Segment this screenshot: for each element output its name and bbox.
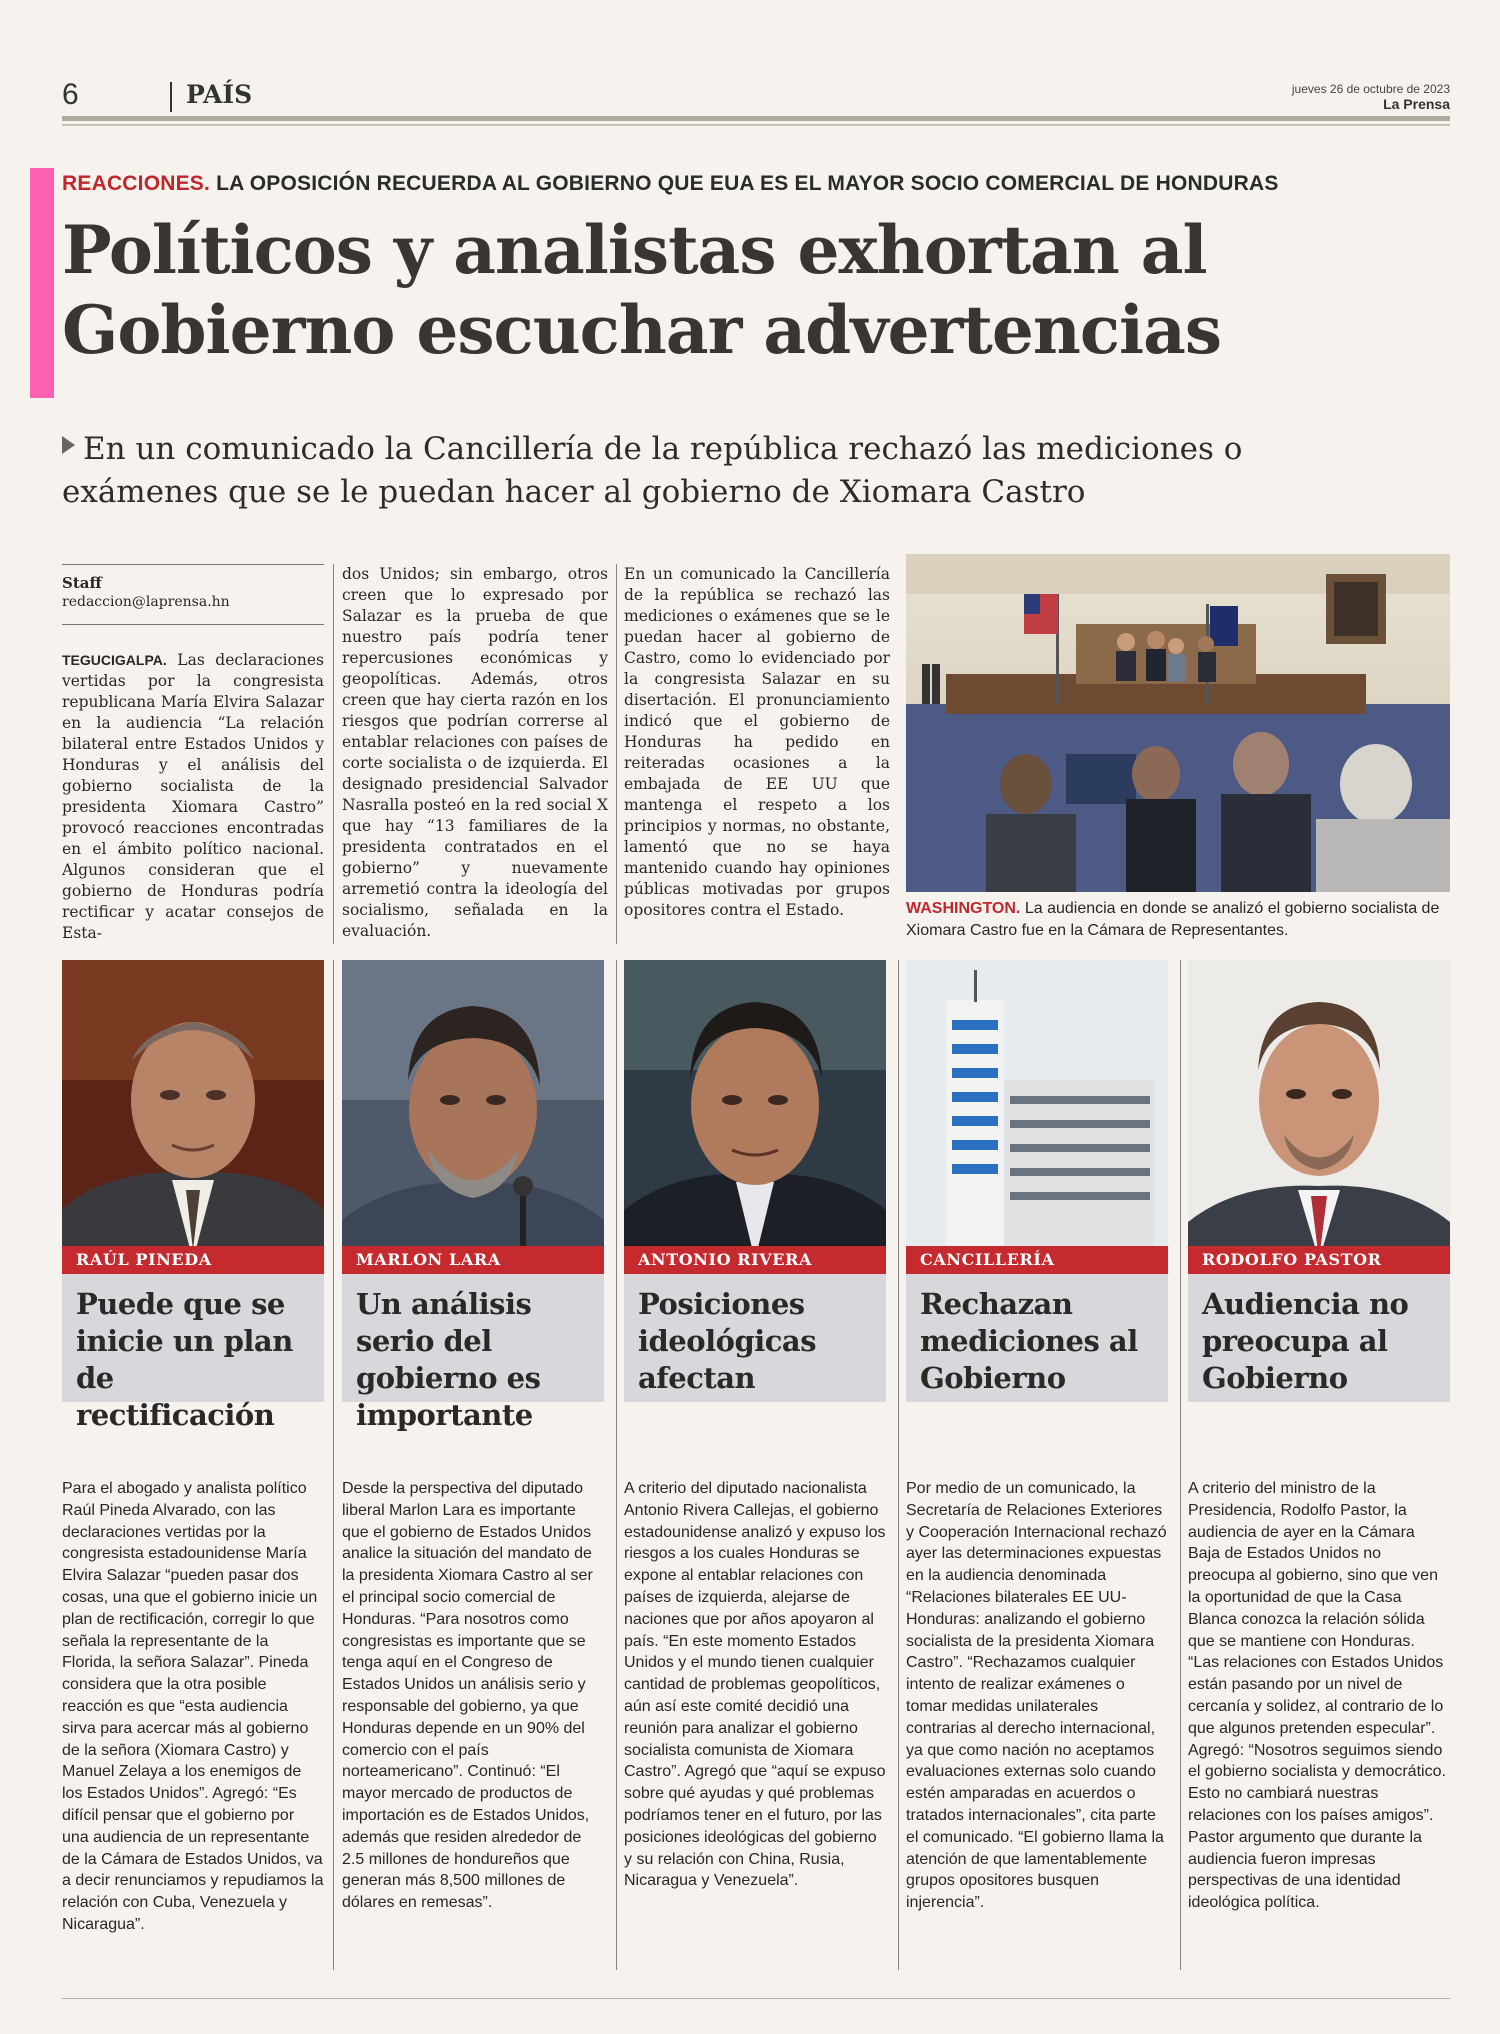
hearing-photo	[906, 554, 1450, 892]
kicker-text: LA OPOSICIÓN RECUERDA AL GOBIERNO QUE EUA ES EL MAYOR SOCIO COMERCIAL DE HONDURAS	[216, 172, 1279, 195]
caption-text: La audiencia en donde se analizó el gobierno socialista de Xiomara Castro fue en la Cámara de Representantes.	[906, 900, 1440, 939]
profile-name: RODOLFO PASTOR	[1188, 1246, 1450, 1274]
profile-headline: Puede que se inicie un plan de rectificación	[62, 1274, 324, 1402]
profile-text: A criterio del ministro de la Presidencia, Rodolfo Pastor, la audiencia de ayer en la Cámara Baja de Estados Unidos no preocupa al gobierno, sino que ven la oportunidad de que la Casa Blanca conozca la relación sólida que se mantiene con Honduras. “Las relaciones con Estados Unidos están pasando por un nivel de cercanía y solidez, al contrario de lo que algunos pretenden especular”. Agregó: “Nosotros seguimos siendo el gobierno socialista y democrático. Esto no cambiará nuestras relaciones con los países amigos”. Pastor argumento que durante la audiencia fueron impresas perspectivas de una identidad ideológica política.	[1188, 1480, 1446, 1912]
byline-email: redaccion@laprensa.hn	[62, 594, 230, 610]
profile-name: RAÚL PINEDA	[62, 1246, 324, 1274]
deck-line-1: En un comunicado la Cancillería de la república rechazó las mediciones o	[83, 431, 1243, 467]
portrait-photo	[342, 960, 604, 1294]
profile-name: CANCILLERÍA	[906, 1246, 1168, 1274]
profile-headline: Posiciones ideológicas afectan	[624, 1274, 886, 1402]
byline-rule	[62, 564, 324, 565]
column-divider	[333, 564, 334, 944]
headline-line-1: Políticos y analistas exhortan al	[62, 211, 1207, 289]
profile-headline: Rechazan mediciones al Gobierno	[906, 1274, 1168, 1402]
profile-headline: Audiencia no preocupa al Gobierno	[1188, 1274, 1450, 1402]
article-column-3: En un comunicado la Cancillería de la república se rechazó las mediciones o exámenes que se le puedan hacer al gobierno de Castro, como lo evidenciado por la congresista Salazar en su disertación. El pronunciamiento indicó que el gobierno de Honduras ha pedido en reiteradas ocasiones a la embajada de EE UU que mantenga el respeto a los principios y normas, no obstante, lamentó que no se haya mantenido cuando hay opiniones públicas motivadas por grupos opositores contra el Estado.	[624, 565, 890, 919]
issue-date: jueves 26 de octubre de 2023	[1291, 82, 1450, 96]
deck-line-2: exámenes que se le puedan hacer al gobierno de Xiomara Castro	[62, 474, 1086, 510]
page-number: 6	[62, 78, 79, 111]
column-divider	[1180, 960, 1181, 1970]
newspaper-name: La Prensa	[1383, 96, 1450, 112]
profile-text: Para el abogado y analista político Raúl Pineda Alvarado, con las declaraciones vertidas por la congresista estadounidense María Elvira Salazar “pueden pasar dos cosas, una que el gobierno inicie un plan de rectificación, corregir lo que señala la representante de la Florida, la señora Salazar”. Pineda considera que la otra posible reacción es que “esta audiencia sirva para acercar más al gobierno de la señora (Xiomara Castro) y Manuel Zelaya a los enemigos de los Estados Unidos”. Agregó: “Es difícil pensar que el gobierno por una audiencia de un representante de la Cámara de Estados Unidos, va a decir renunciamos y repudiamos la relación con Cuba, Venezuela y Nicaragua”.	[62, 1480, 324, 1933]
column-divider	[333, 960, 334, 1970]
kicker	[62, 172, 1279, 196]
portrait-photo	[62, 960, 324, 1294]
article-column-2: dos Unidos; sin embargo, otros creen que lo expresado por Salazar es la prueba de que nuestro país podría tener repercusiones económicas y geopolíticas. Además, otros creen que hay cierta razón en los riesgos que podrían correrse al entablar relaciones con países de corte socialista o de izquierda. El designado presidencial Salvador Nasralla posteó en la red social X que hay “13 familiares de la presidenta contratados en el gobierno” y nuevamente arremetió contra la ideología del socialismo, señalada en la evaluación.	[342, 565, 608, 940]
page-header	[62, 78, 1450, 112]
portrait-photo	[624, 960, 886, 1294]
deck	[62, 428, 1442, 514]
header-rule-thin	[62, 124, 1450, 126]
footer-rule	[62, 1998, 1450, 1999]
photo-caption	[906, 898, 1450, 942]
triangle-arrow-icon	[62, 436, 75, 454]
profile-name: MARLON LARA	[342, 1246, 604, 1274]
section-name: PAÍS	[186, 80, 253, 109]
headline	[62, 210, 1462, 370]
headline-line-2: Gobierno escuchar advertencias	[62, 291, 1222, 369]
byline: Staff	[62, 574, 102, 592]
header-rule	[62, 116, 1450, 121]
kicker-label: REACCIONES.	[62, 172, 211, 195]
caption-location: WASHINGTON.	[906, 900, 1021, 917]
header-separator	[170, 82, 172, 112]
portrait-photo	[1188, 960, 1450, 1294]
profile-name: ANTONIO RIVERA	[624, 1246, 886, 1274]
byline-rule-bottom	[62, 624, 324, 625]
profile-headline: Un análisis serio del gobierno es importante	[342, 1274, 604, 1402]
column-divider	[616, 564, 617, 944]
profile-text: Por medio de un comunicado, la Secretaría de Relaciones Exteriores y Cooperación Internacional rechazó ayer las determinaciones expuestas en la audiencia denominada “Relaciones bilaterales EE UU-Honduras: analizando el gobierno socialista de la presidenta Xiomara Castro”. “Rechazamos cualquier intento de realizar exámenes o tomar medidas unilaterales contrarias al derecho internacional, ya que como nación no aceptamos evaluaciones externas solo cuando estén amparadas en acuerdos o tratados internacionales”, cita parte el comunicado. “El gobierno llama la atención de que lamentablemente grupos opositores busquen injerencia”.	[906, 1480, 1167, 1912]
highlighter-mark	[30, 168, 54, 398]
profile-text: A criterio del diputado nacionalista Antonio Rivera Callejas, el gobierno estadounidense analizó y expuso los riesgos a los cuales Honduras se expone al entablar relaciones con países de izquierda, alejarse de naciones que por años apoyaron al país. “En este momento Estados Unidos y el mundo tienen cualquier cantidad de problemas geopolíticos, aún así este comité decidió una reunión para analizar el gobierno socialista comunista de Xiomara Castro”. Agregó que “aquí se expuso sobre qué ayudas y qué problemas podríamos tener en el futuro, por las posiciones ideológicas del gobierno y su relación con China, Rusia, Nicaragua y Venezuela”.	[624, 1480, 886, 1890]
profile-text: Desde la perspectiva del diputado liberal Marlon Lara es importante que el gobierno de Estados Unidos analice la situación del mandato de la presidenta Xiomara Castro al ser el principal socio comercial de Honduras. “Para nosotros como congresistas es importante que se tenga aquí en el Congreso de Estados Unidos un análisis serio y responsable del gobierno, ya que Honduras depende en un 90% del comercio con el país norteamericano”. Continuó: “El mayor mercado de productos de importación es de Estados Unidos, además que residen alrededor de 2.5 millones de hondureños que generan más 8,500 millones de dólares en remesas”.	[342, 1480, 593, 1912]
dateline: TEGUCIGALPA.	[62, 652, 167, 668]
column-1-text: Las declaraciones vertidas por la congresista republicana María Elvira Salazar en la audiencia “La relación bilateral entre Estados Unidos y Honduras y el análisis del gobierno socialista de la presidenta Xiomara Castro” provocó reacciones encontradas en el ámbito político nacional. Algunos consideran que el gobierno de Honduras podría rectificar y acatar consejos de Esta-	[62, 651, 324, 942]
article-column-1	[62, 650, 324, 944]
column-divider	[898, 960, 899, 1970]
building-photo	[906, 960, 1168, 1294]
column-divider	[616, 960, 617, 1970]
